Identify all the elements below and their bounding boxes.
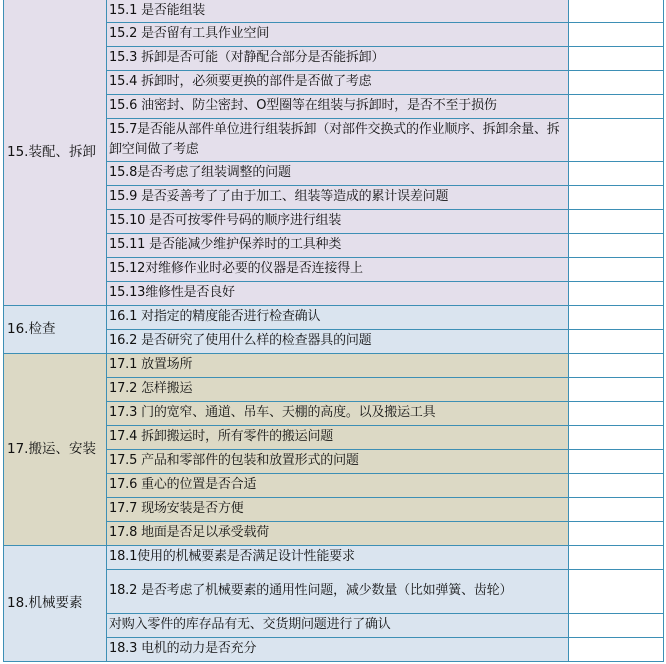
check-cell[interactable] [569, 161, 664, 185]
check-cell[interactable] [569, 377, 664, 401]
checklist-item: 17.3 门的宽窄、通道、吊车、天棚的高度。以及搬运工具 [107, 401, 569, 425]
checklist-item: 18.3 电机的动力是否充分 [107, 637, 569, 661]
checklist-item: 15.6 油密封、防尘密封、O型圈等在组装与拆卸时，是否不至于损伤 [107, 94, 569, 118]
check-cell[interactable] [569, 305, 664, 329]
checklist-item: 17.8 地面是否足以承受载荷 [107, 521, 569, 545]
checklist-item: 17.1 放置场所 [107, 353, 569, 377]
check-cell[interactable] [569, 401, 664, 425]
checklist-item: 18.2 是否考虑了机械要素的通用性问题，减少数量（比如弹簧、齿轮） [107, 569, 569, 613]
checklist-item: 对购入零件的库存品有无、交货期问题进行了确认 [107, 613, 569, 637]
checklist-item: 17.4 拆卸搬运时，所有零件的搬运问题 [107, 425, 569, 449]
check-cell[interactable] [569, 46, 664, 70]
check-cell[interactable] [569, 257, 664, 281]
table-row [4, 0, 664, 22]
check-cell[interactable] [569, 569, 664, 613]
checklist-item: 15.10 是否可按零件号码的顺序进行组装 [107, 209, 569, 233]
check-cell[interactable] [569, 94, 664, 118]
checklist-item: 16.1 对指定的精度能否进行检查确认 [107, 305, 569, 329]
check-cell[interactable] [569, 70, 664, 94]
checklist-item: 15.11 是否能减少维护保养时的工具种类 [107, 233, 569, 257]
checklist-item: 15.1 是否能组装 [107, 0, 569, 22]
checklist-item: 15.12对维修作业时必要的仪器是否连接得上 [107, 257, 569, 281]
check-cell[interactable] [569, 22, 664, 46]
table-row [4, 545, 664, 569]
check-cell[interactable] [569, 449, 664, 473]
category-cell: 15.装配、拆卸 [4, 0, 107, 305]
check-cell[interactable] [569, 473, 664, 497]
checklist-item: 15.4 拆卸时，必须要更换的部件是否做了考虑 [107, 70, 569, 94]
checklist-item: 17.5 产品和零部件的包装和放置形式的问题 [107, 449, 569, 473]
category-cell: 18.机械要素 [4, 545, 107, 661]
checklist-table [3, 0, 664, 662]
checklist-item: 15.2 是否留有工具作业空间 [107, 22, 569, 46]
table-row [4, 353, 664, 377]
category-cell: 16.检查 [4, 305, 107, 353]
checklist-item: 17.7 现场安装是否方便 [107, 497, 569, 521]
check-cell[interactable] [569, 233, 664, 257]
checklist-item: 15.7是否能从部件单位进行组装拆卸（对部件交换式的作业顺序、拆卸余量、拆卸空间做了考虑 [107, 118, 569, 161]
check-cell[interactable] [569, 613, 664, 637]
table-row [4, 305, 664, 329]
checklist-item: 16.2 是否研究了使用什么样的检查器具的问题 [107, 329, 569, 353]
check-cell[interactable] [569, 637, 664, 661]
category-cell: 17.搬运、安装 [4, 353, 107, 545]
checklist-item: 15.3 拆卸是否可能（对静配合部分是否能拆卸） [107, 46, 569, 70]
checklist-item: 15.9 是否妥善考了了由于加工、组装等造成的累计误差问题 [107, 185, 569, 209]
checklist-item: 17.2 怎样搬运 [107, 377, 569, 401]
check-cell[interactable] [569, 118, 664, 161]
checklist-item: 17.6 重心的位置是否合适 [107, 473, 569, 497]
check-cell[interactable] [569, 329, 664, 353]
check-cell[interactable] [569, 353, 664, 377]
check-cell[interactable] [569, 497, 664, 521]
check-cell[interactable] [569, 425, 664, 449]
check-cell[interactable] [569, 185, 664, 209]
check-cell[interactable] [569, 521, 664, 545]
check-cell[interactable] [569, 545, 664, 569]
check-cell[interactable] [569, 281, 664, 305]
check-cell[interactable] [569, 0, 664, 22]
checklist-item: 15.13维修性是否良好 [107, 281, 569, 305]
check-cell[interactable] [569, 209, 664, 233]
checklist-item: 15.8是否考虑了组装调整的问题 [107, 161, 569, 185]
checklist-item: 18.1使用的机械要素是否满足设计性能要求 [107, 545, 569, 569]
